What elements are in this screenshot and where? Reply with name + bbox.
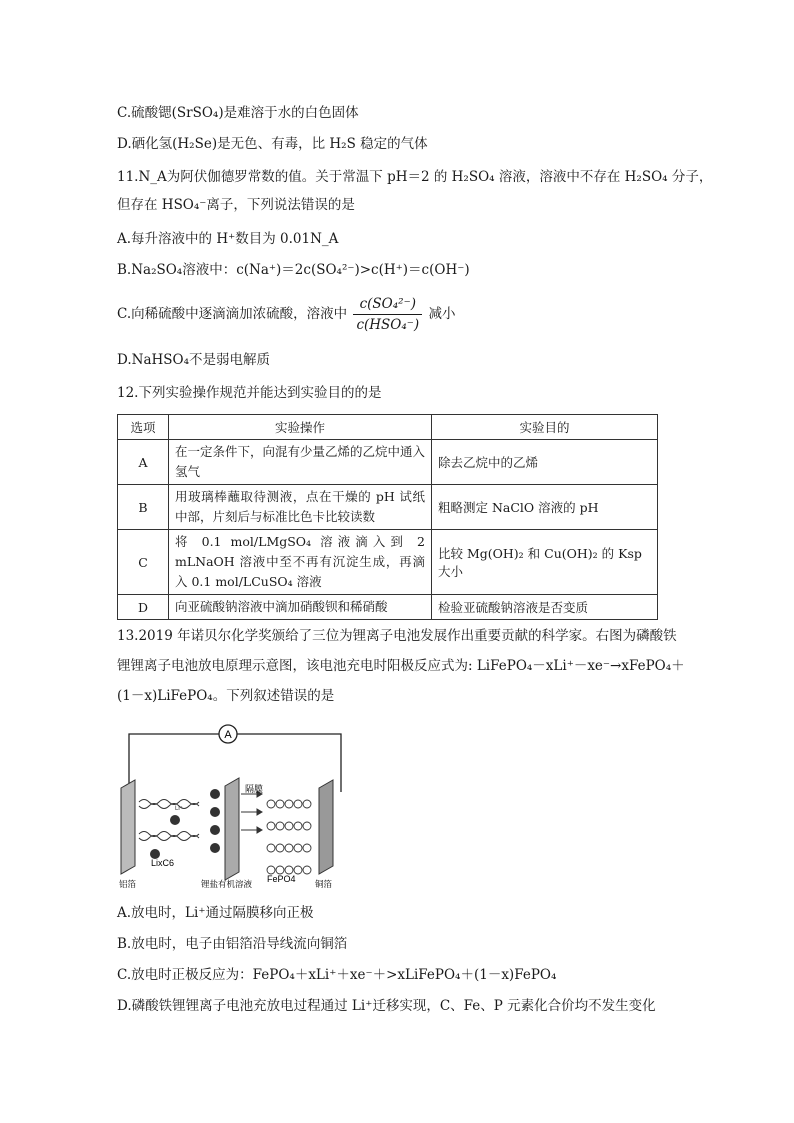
row-operation: 用玻璃棒蘸取待测液，点在干燥的 pH 试纸中部，片刻后与标准比色卡比较读数 bbox=[169, 485, 432, 530]
table-header-row bbox=[118, 415, 658, 440]
concentration-ratio-fraction bbox=[353, 294, 422, 335]
q11-option-a: A.每升溶液中的 H⁺数目为 0.01N_A bbox=[117, 231, 339, 247]
q13-option-b: B.放电时，电子由铝箔沿导线流向铜箔 bbox=[117, 936, 348, 952]
q11-option-d: D.NaHSO₄不是弱电解质 bbox=[117, 352, 270, 368]
table-row bbox=[118, 530, 658, 595]
q11-option-c-suffix: 减小 bbox=[428, 306, 456, 322]
ammeter-label: A bbox=[224, 729, 232, 741]
header-operation: 实验操作 bbox=[169, 415, 432, 440]
table-row bbox=[118, 485, 658, 530]
fraction-numerator: c(SO₄²⁻) bbox=[353, 294, 422, 315]
aluminum-foil-electrode bbox=[121, 780, 135, 874]
row-option: D bbox=[118, 595, 169, 620]
left-foil-label: 铝箔 bbox=[119, 879, 137, 889]
q10-option-d: D.硒化氢(H₂Se)是无色、有毒，比 H₂S 稳定的气体 bbox=[117, 136, 428, 152]
experiment-table bbox=[117, 414, 658, 620]
q11-stem-line1: 11.N_A为阿伏伽德罗常数的值。关于常温下 pH＝2 的 H₂SO₄ 溶液，溶液中不存在 H₂SO₄ 分子， bbox=[117, 169, 713, 185]
separator-label: 隔膜 bbox=[245, 784, 264, 794]
q10-option-c: C.硫酸锶(SrSO₄)是难溶于水的白色固体 bbox=[117, 105, 359, 121]
right-foil-label: 铜箔 bbox=[315, 879, 333, 889]
lithium-ion-icon bbox=[210, 843, 220, 853]
fepo4-particles bbox=[267, 800, 311, 874]
battery-diagram bbox=[115, 722, 345, 892]
anode-material-label: LixC6 bbox=[151, 858, 175, 868]
lithium-ion-icon bbox=[210, 825, 220, 835]
graphite-layers bbox=[139, 800, 199, 841]
q13-option-d: D.磷酸铁锂锂离子电池充放电过程通过 Li⁺迁移实现，C、Fe、P 元素化合价均不发生变化 bbox=[117, 998, 656, 1014]
lithium-ion-label: Li⁺ bbox=[175, 806, 183, 812]
row-operation: 向亚硫酸钠溶液中滴加硝酸钡和稀硝酸 bbox=[169, 595, 432, 620]
row-operation: 在一定条件下，向混有少量乙烯的乙烷中通入氢气 bbox=[169, 440, 432, 485]
q11-option-c bbox=[117, 294, 455, 335]
electrolyte-label: 锂盐有机溶液 bbox=[201, 879, 253, 889]
header-goal: 实验目的 bbox=[432, 415, 658, 440]
table-row bbox=[118, 595, 658, 620]
q11-stem-line2: 但存在 HSO₄⁻离子，下列说法错误的是 bbox=[117, 197, 355, 213]
q12-stem: 12.下列实验操作规范并能达到实验目的的是 bbox=[117, 385, 382, 401]
row-goal: 除去乙烷中的乙烯 bbox=[432, 440, 658, 485]
q13-stem-line3: (1－x)LiFePO₄。下列叙述错误的是 bbox=[117, 688, 335, 704]
q11-option-c-prefix: C.向稀硫酸中逐滴滴加浓硫酸，溶液中 bbox=[117, 306, 348, 322]
q13-stem-line1: 13.2019 年诺贝尔化学奖颁给了三位为锂离子电池发展作出重要贡献的科学家。右图为磷酸铁 bbox=[117, 628, 677, 644]
lithium-ion-icon bbox=[170, 815, 180, 825]
row-goal: 粗略测定 NaClO 溶液的 pH bbox=[432, 485, 658, 530]
row-goal: 检验亚硫酸钠溶液是否变质 bbox=[432, 595, 658, 620]
copper-foil-electrode bbox=[319, 780, 333, 874]
q11-option-b: B.Na₂SO₄溶液中：c(Na⁺)＝2c(SO₄²⁻)>c(H⁺)＝c(OH⁻) bbox=[117, 262, 470, 278]
row-option: A bbox=[118, 440, 169, 485]
lithium-ion-icon bbox=[210, 807, 220, 817]
lithium-ion-icon bbox=[210, 789, 220, 799]
q13-option-a: A.放电时，Li⁺通过隔膜移向正极 bbox=[117, 905, 314, 921]
fraction-denominator: c(HSO₄⁻) bbox=[356, 317, 420, 333]
q13-option-c: C.放电时正极反应为：FePO₄＋xLi⁺＋xe⁻＋>xLiFePO₄＋(1－x)FePO₄ bbox=[117, 967, 557, 983]
header-option: 选项 bbox=[118, 415, 169, 440]
row-goal: 比较 Mg(OH)₂ 和 Cu(OH)₂ 的 Ksp 大小 bbox=[432, 530, 658, 595]
table-row bbox=[118, 440, 658, 485]
q13-stem-line2: 锂锂离子电池放电原理示意图，该电池充电时阳极反应式为: LiFePO₄－xLi⁺－xe⁻→xFePO₄＋ bbox=[117, 658, 685, 674]
separator-membrane bbox=[225, 778, 239, 880]
row-operation: 将 0.1 mol/LMgSO₄ 溶液滴入到 2 mLNaOH 溶液中至不再有沉淀生成，再滴入 0.1 mol/LCuSO₄ 溶液 bbox=[169, 530, 432, 595]
ion-migration-arrows bbox=[241, 791, 262, 833]
row-option: C bbox=[118, 530, 169, 595]
cathode-material-label: FePO4 bbox=[267, 874, 296, 884]
row-option: B bbox=[118, 485, 169, 530]
